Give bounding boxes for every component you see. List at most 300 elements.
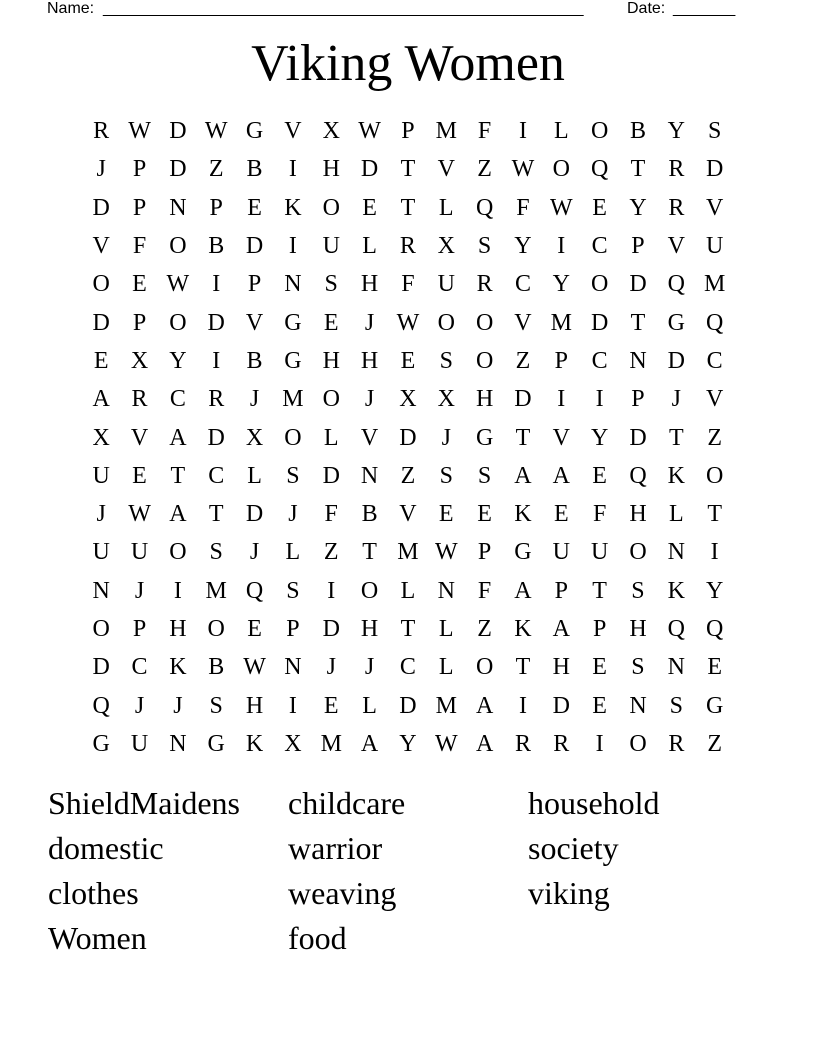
- grid-letter: U: [437, 271, 455, 298]
- grid-letter: E: [592, 194, 607, 221]
- grid-letter: P: [132, 194, 147, 221]
- grid-letter: Z: [208, 156, 224, 183]
- grid-row: [82, 265, 734, 303]
- grid-letter: H: [360, 616, 379, 642]
- page-title: Viking Women: [251, 35, 565, 92]
- grid-letter: L: [362, 233, 377, 260]
- grid-letter: H: [552, 654, 570, 681]
- grid-letter: V: [514, 309, 532, 336]
- grid-letter: R: [553, 730, 570, 757]
- grid-row: [82, 495, 734, 533]
- grid-letter: N: [169, 730, 187, 757]
- grid-letter: B: [246, 156, 263, 183]
- grid-letter: H: [629, 501, 647, 528]
- grid-letter: N: [629, 347, 647, 374]
- grid-letter: D: [706, 156, 724, 183]
- grid-letter: A: [514, 462, 532, 489]
- grid-letter: D: [92, 654, 110, 681]
- grid-letter: D: [629, 271, 647, 298]
- grid-letter: R: [668, 156, 685, 183]
- grid-letter: I: [288, 233, 297, 260]
- grid-letter: Y: [399, 730, 417, 757]
- grid-row: [82, 303, 734, 341]
- grid-letter: V: [92, 233, 110, 260]
- grid-letter: D: [629, 424, 647, 451]
- grid-letter: A: [552, 462, 570, 489]
- grid-letter: T: [208, 501, 224, 528]
- grid-letter: S: [439, 462, 453, 489]
- grid-letter: I: [518, 692, 527, 719]
- grid-letter: A: [92, 386, 110, 413]
- grid-letter: D: [92, 309, 110, 336]
- grid-letter: Y: [667, 118, 685, 145]
- grid-letter: O: [169, 233, 187, 260]
- grid-letter: S: [439, 347, 453, 374]
- grid-letter: V: [284, 118, 302, 145]
- grid-letter: D: [590, 309, 609, 336]
- grid-letter: T: [515, 654, 531, 681]
- grid-letter: S: [324, 271, 338, 298]
- grid-row: [82, 189, 734, 227]
- grid-letter: F: [592, 501, 607, 528]
- grid-letter: H: [475, 386, 494, 413]
- word-list-item: viking: [528, 875, 610, 911]
- grid-letter: N: [667, 654, 685, 681]
- grid-letter: J: [441, 424, 451, 451]
- grid-letter: E: [323, 309, 339, 336]
- grid-letter: P: [247, 271, 262, 298]
- grid-letter: J: [134, 692, 145, 719]
- grid-letter: P: [477, 539, 492, 566]
- grid-letter: O: [475, 309, 494, 336]
- grid-letter: V: [667, 233, 685, 260]
- grid-letter: C: [399, 654, 416, 681]
- grid-letter: O: [169, 309, 187, 336]
- grid-letter: O: [590, 118, 609, 145]
- grid-letter: O: [475, 347, 494, 374]
- grid-letter: D: [207, 309, 225, 336]
- word-list-item: society: [528, 830, 619, 866]
- grid-row: [82, 112, 734, 150]
- grid-letter: P: [554, 577, 568, 604]
- grid-letter: I: [212, 271, 221, 298]
- header: [47, 0, 747, 20]
- grid-letter: T: [400, 616, 416, 642]
- grid-letter: O: [706, 462, 724, 489]
- grid-letter: D: [514, 386, 532, 413]
- grid-letter: A: [552, 616, 570, 642]
- grid-letter: D: [360, 156, 379, 183]
- grid-letter: R: [668, 194, 685, 221]
- grid-letter: Z: [707, 424, 722, 451]
- grid-letter: N: [169, 194, 187, 221]
- grid-letter: W: [549, 194, 573, 221]
- grid-letter: B: [208, 654, 225, 681]
- grid-letter: K: [514, 501, 532, 528]
- grid-letter: V: [706, 194, 724, 221]
- grid-letter: L: [438, 654, 454, 681]
- grid-letter: L: [400, 577, 416, 604]
- grid-letter: T: [170, 462, 186, 489]
- grid-letter: F: [477, 577, 492, 604]
- word-list-item: clothes: [48, 875, 139, 911]
- grid-letter: J: [364, 654, 375, 681]
- grid-letter: S: [209, 539, 223, 566]
- grid-letter: G: [284, 309, 302, 336]
- grid-letter: N: [92, 577, 110, 604]
- grid-letter: P: [631, 386, 645, 413]
- grid-row: [82, 457, 734, 495]
- grid-row: [82, 686, 734, 724]
- grid-letter: N: [360, 462, 379, 489]
- grid-letter: R: [208, 386, 225, 413]
- grid-row: [82, 342, 734, 380]
- grid-letter: G: [667, 309, 685, 336]
- grid-letter: L: [362, 692, 377, 719]
- grid-letter: N: [284, 654, 302, 681]
- grid-letter: Z: [515, 347, 531, 374]
- word-search-grid: [82, 112, 734, 763]
- grid-letter: T: [400, 194, 416, 221]
- grid-row: [82, 572, 734, 610]
- grid-letter: U: [92, 539, 110, 566]
- grid-letter: W: [358, 118, 381, 145]
- grid-letter: T: [707, 501, 722, 528]
- grid-letter: V: [706, 386, 724, 413]
- grid-letter: E: [477, 501, 492, 528]
- grid-letter: P: [631, 233, 645, 260]
- grid-letter: W: [243, 654, 266, 681]
- grid-letter: L: [285, 539, 301, 566]
- grid-letter: G: [475, 424, 494, 451]
- grid-letter: S: [209, 692, 223, 719]
- grid-letter: I: [595, 386, 604, 413]
- grid-letter: G: [92, 730, 110, 757]
- grid-letter: Y: [169, 347, 187, 374]
- grid-letter: H: [322, 347, 340, 374]
- grid-letter: Z: [477, 616, 492, 642]
- grid-letter: H: [169, 616, 187, 642]
- grid-letter: J: [96, 501, 106, 528]
- grid-letter: D: [245, 233, 264, 260]
- grid-letter: H: [245, 692, 264, 719]
- grid-letter: X: [245, 424, 264, 451]
- grid-letter: J: [96, 156, 106, 183]
- grid-letter: V: [552, 424, 570, 451]
- grid-letter: Y: [590, 424, 609, 451]
- grid-letter: O: [92, 616, 110, 642]
- grid-letter: E: [362, 194, 377, 221]
- grid-letter: Z: [707, 730, 722, 757]
- grid-letter: U: [92, 462, 110, 489]
- grid-letter: E: [592, 654, 607, 681]
- grid-letter: Z: [323, 539, 339, 566]
- grid-letter: W: [128, 501, 151, 528]
- grid-letter: X: [130, 347, 149, 374]
- grid-letter: L: [323, 424, 339, 451]
- grid-letter: H: [360, 271, 379, 298]
- grid-letter: I: [557, 386, 566, 413]
- grid-letter: M: [320, 730, 342, 757]
- grid-letter: D: [552, 692, 570, 719]
- grid-letter: P: [132, 309, 147, 336]
- grid-row: [82, 648, 734, 686]
- grid-letter: S: [286, 462, 300, 489]
- grid-letter: H: [322, 156, 340, 183]
- grid-letter: V: [399, 501, 417, 528]
- grid-letter: O: [169, 539, 187, 566]
- grid-letter: K: [667, 462, 685, 489]
- grid-letter: B: [361, 501, 378, 528]
- grid-letter: L: [668, 501, 684, 528]
- grid-letter: N: [437, 577, 455, 604]
- grid-row: [82, 610, 734, 648]
- grid-letter: O: [360, 577, 379, 604]
- grid-letter: O: [322, 386, 340, 413]
- grid-letter: Q: [92, 692, 110, 719]
- grid-letter: A: [169, 501, 187, 528]
- grid-letter: F: [516, 194, 530, 221]
- grid-letter: P: [401, 118, 415, 145]
- grid-letter: J: [288, 501, 298, 528]
- grid-letter: D: [169, 156, 187, 183]
- grid-letter: M: [550, 309, 572, 336]
- grid-row: [82, 380, 734, 418]
- grid-letter: I: [327, 577, 336, 604]
- grid-letter: V: [437, 156, 455, 183]
- grid-letter: K: [514, 616, 532, 642]
- grid-letter: X: [92, 424, 110, 451]
- grid-letter: U: [706, 233, 724, 260]
- grid-letter: O: [629, 539, 647, 566]
- grid-letter: T: [362, 539, 377, 566]
- grid-letter: K: [245, 730, 264, 757]
- grid-letter: W: [434, 730, 458, 757]
- grid-letter: D: [667, 347, 685, 374]
- grid-letter: R: [514, 730, 531, 757]
- grid-letter: S: [631, 654, 645, 681]
- grid-letter: H: [629, 616, 647, 642]
- grid-letter: F: [132, 233, 147, 260]
- grid-letter: C: [591, 233, 608, 260]
- word-list: [48, 782, 768, 962]
- word-list-item: Women: [48, 920, 147, 956]
- name-blank-line: ______________________________________________________: [103, 0, 584, 17]
- grid-letter: S: [477, 233, 492, 260]
- grid-letter: C: [514, 271, 531, 298]
- grid-letter: D: [322, 616, 340, 642]
- grid-row: [82, 725, 734, 763]
- grid-letter: P: [209, 194, 223, 221]
- grid-letter: D: [399, 424, 417, 451]
- grid-letter: E: [592, 692, 607, 719]
- grid-letter: W: [204, 118, 228, 145]
- grid-letter: I: [518, 118, 527, 145]
- grid-letter: A: [169, 424, 187, 451]
- grid-letter: B: [629, 118, 646, 145]
- grid-letter: K: [284, 194, 302, 221]
- grid-letter: O: [322, 194, 340, 221]
- word-list-item: food: [288, 920, 347, 956]
- grid-letter: X: [322, 118, 340, 145]
- grid-letter: W: [166, 271, 190, 298]
- grid-letter: Q: [706, 616, 724, 642]
- grid-letter: G: [245, 118, 264, 145]
- grid-letter: E: [247, 194, 262, 221]
- grid-letter: M: [435, 118, 457, 145]
- grid-letter: L: [438, 616, 454, 642]
- grid-letter: Z: [400, 462, 416, 489]
- grid-letter: X: [399, 386, 417, 413]
- grid-letter: O: [552, 156, 570, 183]
- grid-letter: C: [169, 386, 186, 413]
- grid-letter: F: [477, 118, 492, 145]
- grid-letter: W: [396, 309, 420, 336]
- grid-letter: U: [590, 539, 609, 566]
- grid-letter: E: [707, 654, 722, 681]
- date-blank-line: _______: [673, 0, 736, 17]
- grid-letter: E: [438, 501, 454, 528]
- grid-letter: D: [322, 462, 340, 489]
- word-list-item: household: [528, 785, 660, 821]
- grid-letter: W: [434, 539, 458, 566]
- grid-letter: N: [284, 271, 302, 298]
- grid-letter: O: [629, 730, 647, 757]
- date-label: Date:: [627, 0, 666, 17]
- grid-letter: E: [553, 501, 569, 528]
- grid-letter: Y: [514, 233, 532, 260]
- grid-letter: Z: [477, 156, 492, 183]
- word-list-item: domestic: [48, 830, 164, 866]
- grid-letter: K: [169, 654, 187, 681]
- grid-letter: X: [284, 730, 302, 757]
- grid-letter: O: [437, 309, 455, 336]
- grid-letter: X: [437, 386, 455, 413]
- grid-letter: I: [173, 577, 182, 604]
- grid-letter: P: [132, 616, 147, 642]
- grid-letter: F: [324, 501, 338, 528]
- grid-letter: Y: [629, 194, 647, 221]
- grid-letter: Q: [475, 194, 494, 221]
- grid-letter: E: [247, 616, 262, 642]
- grid-letter: O: [207, 616, 225, 642]
- grid-letter: Y: [706, 577, 724, 604]
- grid-letter: D: [245, 501, 264, 528]
- grid-letter: Q: [590, 156, 609, 183]
- grid-letter: I: [710, 539, 719, 566]
- grid-letter: U: [552, 539, 570, 566]
- word-list-item: childcare: [288, 785, 406, 821]
- grid-letter: N: [629, 692, 647, 719]
- grid-letter: J: [134, 577, 145, 604]
- grid-letter: A: [475, 692, 494, 719]
- grid-row: [82, 533, 734, 571]
- grid-letter: O: [475, 654, 494, 681]
- grid-letter: J: [249, 539, 260, 566]
- grid-letter: M: [282, 386, 304, 413]
- grid-letter: I: [288, 692, 297, 719]
- grid-letter: J: [326, 654, 336, 681]
- grid-letter: E: [400, 347, 416, 374]
- grid-row: [82, 227, 734, 265]
- grid-letter: A: [514, 577, 532, 604]
- grid-letter: S: [286, 577, 300, 604]
- grid-letter: T: [630, 156, 646, 183]
- grid-letter: U: [322, 233, 340, 260]
- grid-letter: T: [592, 577, 607, 604]
- grid-letter: S: [669, 692, 683, 719]
- grid-letter: P: [286, 616, 300, 642]
- grid-letter: C: [208, 462, 225, 489]
- grid-letter: P: [132, 156, 147, 183]
- grid-letter: A: [475, 730, 494, 757]
- grid-letter: E: [592, 462, 607, 489]
- grid-letter: P: [592, 616, 607, 642]
- grid-letter: V: [245, 309, 264, 336]
- grid-letter: V: [360, 424, 379, 451]
- grid-letter: Q: [245, 577, 264, 604]
- grid-letter: J: [671, 386, 681, 413]
- grid-letter: I: [557, 233, 566, 260]
- grid-letter: E: [93, 347, 109, 374]
- grid-letter: B: [208, 233, 225, 260]
- grid-letter: C: [591, 347, 608, 374]
- grid-letter: V: [130, 424, 149, 451]
- grid-letter: J: [364, 309, 375, 336]
- grid-letter: I: [288, 156, 297, 183]
- grid-letter: C: [706, 347, 723, 374]
- grid-letter: O: [92, 271, 110, 298]
- grid-letter: O: [590, 271, 609, 298]
- grid-letter: H: [360, 347, 379, 374]
- grid-letter: R: [476, 271, 493, 298]
- grid-letter: C: [131, 654, 148, 681]
- grid-letter: L: [247, 462, 262, 489]
- grid-letter: B: [246, 347, 263, 374]
- grid-letter: R: [399, 233, 416, 260]
- grid-letter: I: [595, 730, 604, 757]
- grid-letter: G: [284, 347, 302, 374]
- grid-row: [82, 418, 734, 456]
- grid-letter: Q: [667, 271, 685, 298]
- grid-letter: L: [553, 118, 569, 145]
- grid-letter: K: [667, 577, 685, 604]
- grid-letter: J: [173, 692, 183, 719]
- grid-letter: D: [207, 424, 225, 451]
- grid-letter: T: [668, 424, 684, 451]
- grid-letter: W: [128, 118, 151, 145]
- grid-letter: P: [554, 347, 568, 374]
- grid-letter: A: [360, 730, 379, 757]
- grid-letter: W: [511, 156, 535, 183]
- grid-letter: R: [93, 118, 110, 145]
- grid-row: [82, 150, 734, 188]
- grid-letter: U: [130, 730, 149, 757]
- grid-letter: F: [401, 271, 415, 298]
- grid-letter: G: [706, 692, 724, 719]
- grid-letter: X: [437, 233, 455, 260]
- grid-letter: O: [284, 424, 302, 451]
- grid-letter: Q: [629, 462, 647, 489]
- grid-letter: J: [249, 386, 260, 413]
- word-list-item: ShieldMaidens: [48, 785, 240, 821]
- grid-letter: T: [515, 424, 531, 451]
- grid-letter: E: [132, 462, 147, 489]
- grid-letter: M: [397, 539, 419, 566]
- grid-letter: E: [323, 692, 339, 719]
- grid-letter: Q: [706, 309, 724, 336]
- grid-letter: M: [205, 577, 227, 604]
